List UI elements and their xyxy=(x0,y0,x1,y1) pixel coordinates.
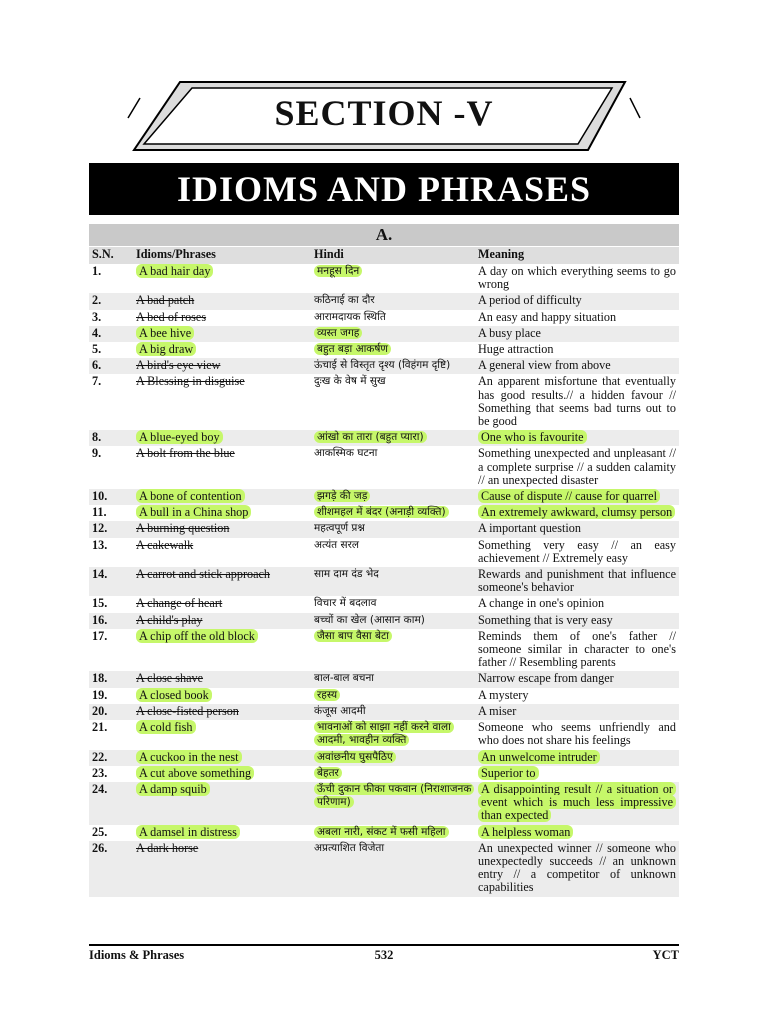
row-idiom: A cakewalk xyxy=(136,537,194,552)
row-hindi: कठिनाई का दौर xyxy=(314,294,375,307)
row-hindi: बच्चों का खेल (आसान काम) xyxy=(314,613,425,626)
row-meaning: A period of difficulty xyxy=(478,293,582,308)
row-number: 2. xyxy=(92,293,102,308)
row-meaning: A day on which everything seems to go wrong xyxy=(478,264,676,292)
row-hindi: मनहूस दिन xyxy=(314,265,362,277)
row-number: 21. xyxy=(92,720,108,735)
row-number: 18. xyxy=(92,671,108,686)
table-row xyxy=(89,704,679,720)
row-hindi: आरामदायक स्थिति xyxy=(314,310,386,323)
letter-heading: A. xyxy=(89,224,679,246)
row-hindi: बेहतर xyxy=(314,767,342,779)
row-meaning: A mystery xyxy=(478,687,529,702)
row-meaning: A helpless woman xyxy=(478,825,573,839)
header-sn: S.N. xyxy=(89,247,133,264)
row-number: 4. xyxy=(92,325,102,340)
row-idiom: A change of heart xyxy=(136,596,223,611)
row-meaning: An unexpected winner // someone who unexpectedly succeeds // an unknown entry // a competitor of unknown capabilities xyxy=(478,840,676,895)
row-number: 14. xyxy=(92,567,108,582)
row-idiom: A bone of contention xyxy=(136,489,245,503)
footer-book-title: Idioms & Phrases xyxy=(89,948,185,962)
row-number: 13. xyxy=(92,537,108,552)
row-meaning: Reminds them of one's father // someone similar in character to one's father // Resembling parents xyxy=(478,628,676,670)
row-idiom: A damp squib xyxy=(136,782,210,796)
table-row xyxy=(89,766,679,782)
page-number: 532 xyxy=(374,948,394,962)
row-meaning: Narrow escape from danger xyxy=(478,671,614,686)
row-number: 11. xyxy=(92,505,107,520)
row-idiom: A bee hive xyxy=(136,326,194,340)
row-hindi: दुःख के वेष में सुख xyxy=(314,375,386,388)
row-hindi: साम दाम दंड भेद xyxy=(314,568,379,581)
table-row xyxy=(89,720,679,749)
row-idiom: A big draw xyxy=(136,342,196,356)
row-number: 6. xyxy=(92,358,102,373)
row-hindi: ऊंचाई से विस्तृत दृश्य (विहंगम दृष्टि) xyxy=(314,359,451,372)
row-number: 24. xyxy=(92,781,108,796)
table-row xyxy=(89,567,679,596)
table-row xyxy=(89,293,679,309)
row-idiom: A carrot and stick approach xyxy=(136,567,271,582)
table-row xyxy=(89,446,679,489)
row-number: 10. xyxy=(92,489,108,504)
row-meaning: Superior to xyxy=(478,766,539,780)
row-number: 22. xyxy=(92,749,108,764)
footer-divider xyxy=(89,944,679,946)
row-idiom: A cuckoo in the nest xyxy=(136,750,242,764)
row-hindi: आकस्मिक घटना xyxy=(314,447,378,460)
row-idiom: A bad patch xyxy=(136,293,195,308)
row-number: 23. xyxy=(92,765,108,780)
row-hindi: शीशमहल में बंदर (अनाड़ी व्यक्ति) xyxy=(314,506,449,518)
row-idiom: A burning question xyxy=(136,521,230,536)
table-row xyxy=(89,688,679,704)
row-hindi: जैसा बाप वैसा बेटा xyxy=(314,630,392,642)
row-idiom: A closed book xyxy=(136,688,212,702)
row-hindi: अबला नारी, संकट में फसी महिला xyxy=(314,826,449,838)
row-number: 5. xyxy=(92,342,102,357)
table-row xyxy=(89,782,679,825)
row-idiom: A damsel in distress xyxy=(136,825,240,839)
row-number: 19. xyxy=(92,687,108,702)
row-meaning: Rewards and punishment that influence someone's behavior xyxy=(478,567,676,595)
section-title: SECTION -V xyxy=(274,93,494,133)
row-idiom: A bed of roses xyxy=(136,309,207,324)
row-hindi: बाल-बाल बचना xyxy=(314,672,375,685)
row-hindi: आंखो का तारा (बहुत प्यारा) xyxy=(314,431,427,443)
header-idiom: Idioms/Phrases xyxy=(133,247,311,264)
row-hindi: कंजूस आदमी xyxy=(314,704,366,717)
row-meaning: Something unexpected and unpleasant // a complete surprise // a sudden calamity // an unexpected disaster xyxy=(478,446,676,487)
row-idiom: A close-fisted person xyxy=(136,703,239,718)
row-meaning: An apparent misfortune that eventually has good results.// a hidden favour // Something that seems bad turns out to be good xyxy=(478,374,676,429)
row-hindi: भावनाओं को साझा नहीं करने वाला आदमी, भावहीन व्यक्ति xyxy=(314,721,454,746)
row-meaning: A miser xyxy=(478,703,517,718)
table-row xyxy=(89,430,679,446)
row-idiom: A Blessing in disguise xyxy=(136,374,245,389)
row-hindi: अवांछनीय घुसपैठिए xyxy=(314,751,396,763)
row-number: 12. xyxy=(92,521,108,536)
row-hindi: बहुत बड़ा आकर्षण xyxy=(314,343,391,355)
row-meaning: Huge attraction xyxy=(478,342,554,357)
table-row xyxy=(89,825,679,841)
row-hindi: अत्यंत सरल xyxy=(314,538,359,551)
table-header-row xyxy=(89,247,679,264)
row-hindi: झगड़े की जड़ xyxy=(314,490,370,502)
row-hindi: व्यस्त जगह xyxy=(314,327,362,339)
table-row xyxy=(89,521,679,537)
table-row xyxy=(89,538,679,567)
row-number: 3. xyxy=(92,309,102,324)
row-number: 25. xyxy=(92,824,108,839)
row-number: 9. xyxy=(92,446,102,461)
row-meaning: One who is favourite xyxy=(478,430,587,444)
table-row xyxy=(89,629,679,672)
row-hindi: अप्रत्याशित विजेता xyxy=(314,841,385,854)
header-meaning: Meaning xyxy=(475,247,679,264)
table-row xyxy=(89,264,679,293)
table-row xyxy=(89,841,679,897)
table-row xyxy=(89,489,679,505)
row-hindi: ऊँची दुकान फीका पकवान (निराशाजनक परिणाम) xyxy=(314,783,474,808)
row-number: 15. xyxy=(92,596,108,611)
page-title: IDIOMS AND PHRASES xyxy=(89,163,679,215)
row-idiom: A bull in a China shop xyxy=(136,505,251,519)
row-meaning: A busy place xyxy=(478,325,541,340)
row-meaning: An extremely awkward, clumsy person xyxy=(478,505,675,519)
row-idiom: A chip off the old block xyxy=(136,629,258,643)
table-row xyxy=(89,596,679,612)
table-row xyxy=(89,310,679,326)
table-row xyxy=(89,342,679,358)
row-hindi: महत्वपूर्ण प्रश्न xyxy=(314,522,365,535)
row-meaning: A general view from above xyxy=(478,358,611,373)
row-number: 17. xyxy=(92,628,108,643)
table-row xyxy=(89,671,679,687)
row-meaning: Cause of dispute // cause for quarrel xyxy=(478,489,660,503)
section-banner xyxy=(120,78,648,154)
row-idiom: A blue-eyed boy xyxy=(136,430,223,444)
row-meaning: A disappointing result // a situation or event which is much less impressive than expected xyxy=(478,782,676,822)
row-number: 16. xyxy=(92,612,108,627)
table-row xyxy=(89,613,679,629)
header-hindi: Hindi xyxy=(311,247,475,264)
row-hindi: विचार में बदलाव xyxy=(314,597,377,610)
row-number: 26. xyxy=(92,840,108,855)
row-idiom: A child's play xyxy=(136,612,203,627)
row-idiom: A bird's eye view xyxy=(136,358,221,373)
row-number: 1. xyxy=(92,264,102,278)
table-row xyxy=(89,374,679,430)
table-row xyxy=(89,358,679,374)
row-idiom: A bolt from the blue xyxy=(136,446,235,461)
row-meaning: An unwelcome intruder xyxy=(478,750,600,764)
footer-publisher: YCT xyxy=(652,948,679,962)
row-hindi: रहस्य xyxy=(314,689,340,701)
table-row xyxy=(89,505,679,521)
row-idiom: A cold fish xyxy=(136,720,196,734)
row-meaning: A important question xyxy=(478,521,581,536)
row-idiom: A cut above something xyxy=(136,766,254,780)
row-meaning: A change in one's opinion xyxy=(478,596,605,611)
row-meaning: An easy and happy situation xyxy=(478,309,617,324)
row-idiom: A bad hair day xyxy=(136,264,213,278)
table-row xyxy=(89,750,679,766)
table-row xyxy=(89,326,679,342)
row-idiom: A close shave xyxy=(136,671,204,686)
row-meaning: Something that is very easy xyxy=(478,612,613,627)
row-idiom: A dark horse xyxy=(136,840,199,855)
row-meaning: Something very easy // an easy achievement // Extremely easy xyxy=(478,537,676,565)
row-number: 20. xyxy=(92,703,108,718)
row-meaning: Someone who seems unfriendly and who does not share his feelings xyxy=(478,720,676,748)
row-number: 8. xyxy=(92,430,102,445)
idioms-table xyxy=(89,247,679,897)
row-number: 7. xyxy=(92,374,102,389)
